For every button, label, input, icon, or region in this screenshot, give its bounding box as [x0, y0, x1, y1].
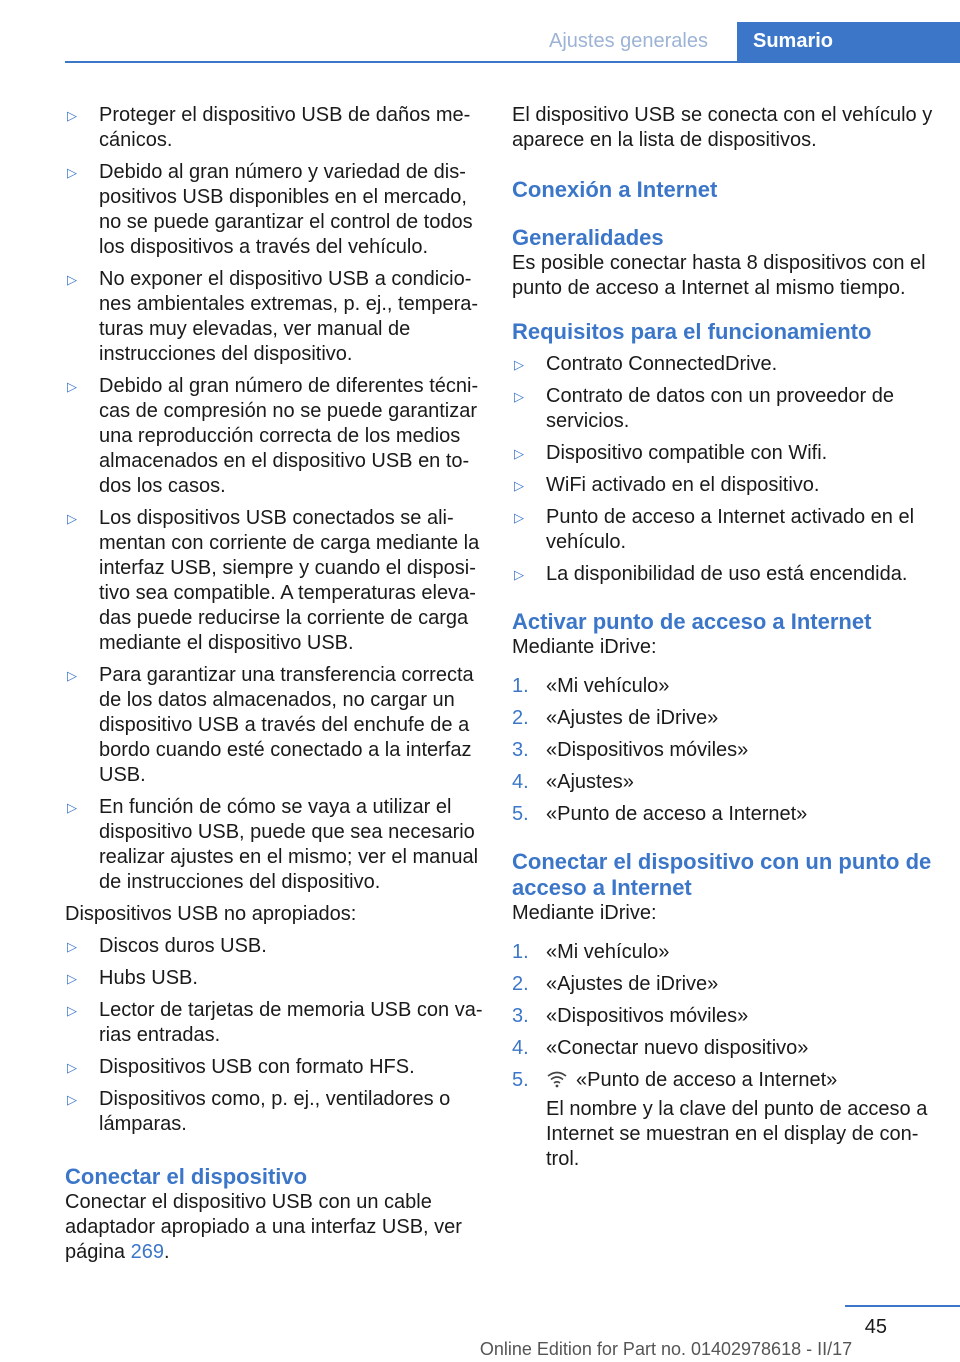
- heading-requirements: Requisitos para el funcionamiento: [512, 319, 872, 344]
- right-column: [512, 103, 937, 1179]
- heading-general: Generalidades: [512, 225, 664, 250]
- unsuitable-intro: Dispositivos USB no apropiados:: [65, 903, 357, 925]
- list-item: ▷ Hubs USB.: [67, 967, 198, 989]
- list-item: ▷ No exponer el dispositivo USB a condiciones ambientales extremas, p. ej., temperaturas muy elevadas, ver manual de instrucciones del dispositivo.: [67, 268, 479, 365]
- left-column: [65, 103, 483, 1272]
- page-number: 45: [864, 1316, 887, 1338]
- footer-edition: Online Edition for Part no. 01402978618 - II/17: [479, 1339, 853, 1359]
- header-section-title: Ajustes generales: [549, 30, 708, 52]
- list-item: ▷ Debido al gran número y variedad de dispositivos USB disponibles en el mercado, no se puede garantizar el control de todos los dispositivos a través del vehículo.: [67, 161, 473, 258]
- list-item: 2. «Ajustes de iDrive»: [512, 707, 719, 729]
- general-text: Es posible conectar hasta 8 dispositivos con el punto de acceso a Internet al mismo tiempo.: [512, 252, 926, 299]
- heading-connect-device: Conectar el dispositivo: [65, 1164, 308, 1189]
- heading-connect-to-hotspot: Conectar el dispositivo con un punto de acceso a Internet: [512, 849, 932, 900]
- connect-device-text: Conectar el dispositivo USB con un cable adaptador apropiado a una interfaz USB, ver página 269.: [65, 1191, 462, 1263]
- activate-intro: Mediante iDrive:: [512, 636, 657, 658]
- footer-rule: [845, 1305, 960, 1307]
- activate-steps: [512, 674, 937, 827]
- list-item: ▷ En función de cómo se vaya a utilizar el dispositivo USB, puede que sea necesario realizar ajustes en el mismo; ver el manual de instrucciones del dispositivo.: [67, 796, 479, 893]
- triangle-right-icon: ▷: [67, 1092, 77, 1107]
- list-item: 1. «Mi vehículo»: [512, 675, 670, 697]
- triangle-right-icon: ▷: [514, 510, 524, 525]
- heading-activate-hotspot: Activar punto de acceso a Internet: [512, 609, 872, 634]
- triangle-right-icon: ▷: [514, 478, 524, 493]
- list-item: 3. «Dispositivos móviles»: [512, 739, 749, 761]
- list-item: ▷ Debido al gran número de diferentes técnicas de compresión no se puede garantizar una reproducción correcta de los medios almacenados en el dispositivo USB en todos los casos.: [67, 375, 479, 497]
- list-item: ▷ Discos duros USB.: [67, 935, 267, 957]
- triangle-right-icon: ▷: [67, 379, 77, 394]
- header-tab-label: Sumario: [753, 30, 834, 52]
- list-item: ▷ Contrato de datos con un proveedor de servicios.: [514, 385, 895, 432]
- list-item: ▷ Punto de acceso a Internet activado en el vehículo.: [514, 506, 915, 553]
- triangle-right-icon: ▷: [67, 800, 77, 815]
- requirements-list: [512, 352, 937, 587]
- list-item: ▷ WiFi activado en el dispositivo.: [514, 474, 820, 496]
- list-item: ▷ Proteger el dispositivo USB de daños mecánicos.: [67, 104, 471, 151]
- list-item: 4. «Conectar nuevo dispositivo»: [512, 1037, 809, 1059]
- heading-internet-connection: Conexión a Internet: [512, 177, 718, 202]
- list-item: 3. «Dispositivos móviles»: [512, 1005, 749, 1027]
- list-item: 2. «Ajustes de iDrive»: [512, 973, 719, 995]
- list-item: 4. «Ajustes»: [512, 771, 634, 793]
- list-item: 5. «Punto de acceso a Internet» El nombre y la clave del punto de acceso a Internet se muestran en el display de control.: [512, 1068, 937, 1172]
- header-tab[interactable]: [737, 22, 960, 63]
- triangle-right-icon: ▷: [67, 1060, 77, 1075]
- usb-connect-intro: El dispositivo USB se conecta con el vehículo y aparece en la lista de dispositivos.: [512, 104, 933, 151]
- triangle-right-icon: ▷: [67, 939, 77, 954]
- connect-steps: [512, 940, 937, 1172]
- list-item: ▷ Los dispositivos USB conectados se alimentan con corriente de carga mediante la interfaz USB, siempre y cuando el dispositivo sea compatible. A temperaturas elevadas puede reducirse la corriente de carga mediante el dispositivo USB.: [67, 507, 480, 654]
- triangle-right-icon: ▷: [67, 668, 77, 683]
- wifi-icon: [546, 1070, 568, 1088]
- list-item: ▷ Contrato ConnectedDrive.: [514, 353, 778, 375]
- list-item: 5. «Punto de acceso a Internet»: [512, 803, 808, 825]
- page-link[interactable]: 269: [130, 1241, 164, 1263]
- triangle-right-icon: ▷: [514, 446, 524, 461]
- usb-notes-list: [65, 103, 483, 895]
- connect-intro: Mediante iDrive:: [512, 902, 657, 924]
- triangle-right-icon: ▷: [67, 971, 77, 986]
- list-item: 1. «Mi vehículo»: [512, 941, 670, 963]
- triangle-right-icon: ▷: [67, 272, 77, 287]
- list-item: ▷ Dispositivo compatible con Wifi.: [514, 442, 828, 464]
- list-item: ▷ Dispositivos USB con formato HFS.: [67, 1056, 415, 1078]
- triangle-right-icon: ▷: [67, 108, 77, 123]
- triangle-right-icon: ▷: [67, 511, 77, 526]
- triangle-right-icon: ▷: [514, 357, 524, 372]
- triangle-right-icon: ▷: [67, 165, 77, 180]
- unsuitable-list: [65, 934, 483, 1137]
- triangle-right-icon: ▷: [514, 389, 524, 404]
- triangle-right-icon: ▷: [67, 1003, 77, 1018]
- list-item: ▷ Lector de tarjetas de memoria USB con varias entradas.: [67, 999, 483, 1046]
- connect-note: El nombre y la clave del punto de acceso a Internet se muestran en el display de control.: [546, 1098, 928, 1170]
- list-item: ▷ Para garantizar una transferencia correcta de los datos almacenados, no cargar un dispositivo USB a través del enchufe de a bordo cuando esté conectado a la interfaz USB.: [67, 664, 474, 786]
- list-item: ▷ La disponibilidad de uso está encendida.: [514, 563, 908, 585]
- triangle-right-icon: ▷: [514, 567, 524, 582]
- list-item: ▷ Dispositivos como, p. ej., ventiladores o lámparas.: [67, 1088, 451, 1135]
